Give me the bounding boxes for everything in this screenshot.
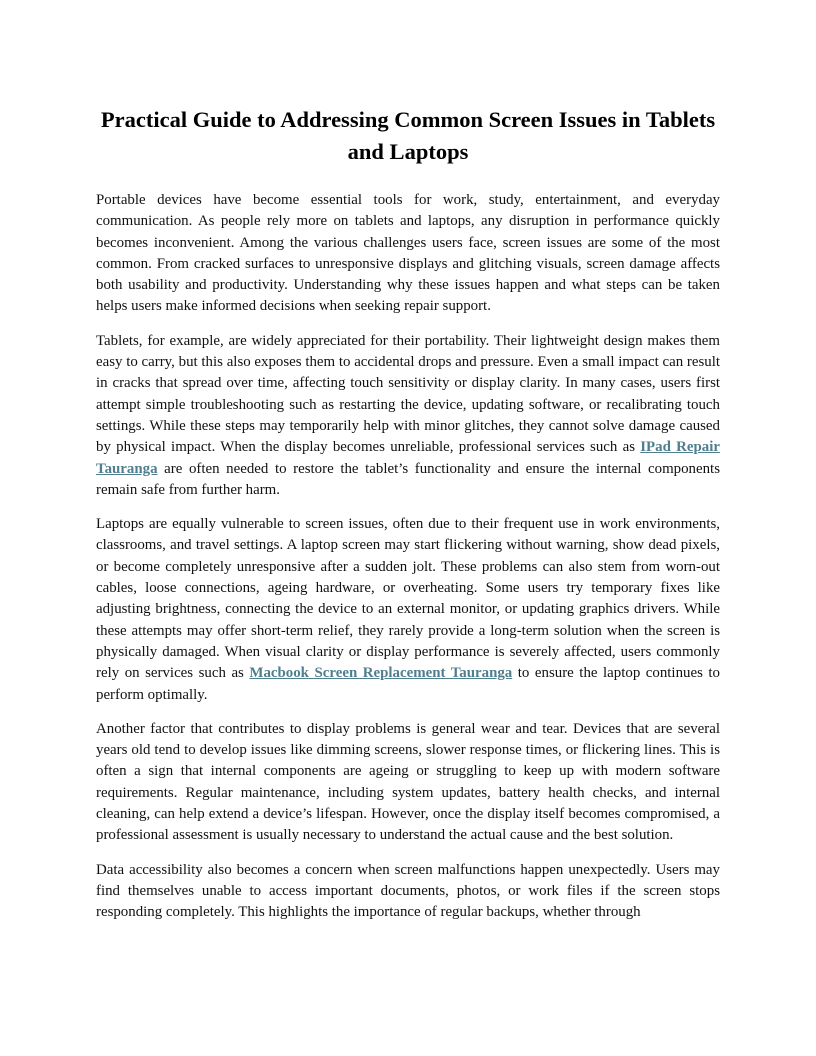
paragraph-data-accessibility: Data accessibility also becomes a concern when screen malfunctions happen unexpectedly. Users may find themselves unable to access important documents, photos, or work files if the screen stops responding completely. This highlights the importance of regular backups, whether through bbox=[96, 861, 720, 921]
paragraph-tablets-text-before: Tablets, for example, are widely appreciated for their portability. Their lightweight design makes them easy to carry, but this also exposes them to accidental drops and pressure. Even a small impact can result in cracks that spread over time, affecting touch sensitivity or display clarity. In many cases, users first attempt simple troubleshooting such as restarting the device, updating software, or recalibrating touch settings. While these steps may temporarily help with minor glitches, they cannot solve damage caused by physical impact. When the display becomes unreliable, professional services such as bbox=[96, 332, 720, 456]
paragraph-laptops bbox=[96, 514, 720, 706]
ipad-repair-link[interactable]: IPad Repair Tauranga bbox=[96, 439, 720, 477]
paragraph-intro: Portable devices have become essential tools for work, study, entertainment, and everyday communication. As people rely more on tablets and laptops, any disruption in performance quickly becomes inconvenient. Among the various challenges users face, screen issues are some of the most common. From cracked surfaces to unresponsive displays and glitching visuals, screen damage affects both usability and productivity. Understanding why these issues happen and what steps can be taken helps users make informed decisions when seeking repair support. bbox=[96, 192, 720, 315]
paragraph-tablets-text-after: are often needed to restore the tablet’s functionality and ensure the internal components remain safe from further harm. bbox=[96, 460, 720, 498]
paragraph-wear-and-tear: Another factor that contributes to display problems is general wear and tear. Devices that are several years old tend to develop issues like dimming screens, slower response times, or flickering lines. This is often a sign that internal components are ageing or struggling to keep up with modern software requirements. Regular maintenance, including system updates, battery health checks, and internal cleaning, can help extend a device’s lifespan. However, once the display itself becomes compromised, a professional assessment is usually necessary to understand the actual cause and the best solution. bbox=[96, 720, 720, 844]
macbook-screen-replacement-link[interactable]: Macbook Screen Replacement Tauranga bbox=[249, 665, 513, 682]
paragraph-laptops-text-after: to ensure the laptop continues to perform optimally. bbox=[96, 665, 720, 703]
paragraph-laptops-text-before: Laptops are equally vulnerable to screen issues, often due to their frequent use in work environments, classrooms, and travel settings. A laptop screen may start flickering without warning, show dead pixels, or become completely unresponsive after a sudden jolt. These problems can also stem from worn-out cables, loose connections, ageing hardware, or overheating. Some users try temporary fixes like adjusting brightness, connecting the device to an external monitor, or updating graphics drivers. While these attempts may offer short-term relief, they rarely provide a long-term solution when the screen is physically damaged. When visual clarity or display performance is severely affected, users commonly rely on services such as bbox=[96, 516, 720, 682]
document-title: Practical Guide to Addressing Common Screen Issues in Tablets and Laptops bbox=[100, 107, 716, 164]
paragraph-tablets bbox=[96, 331, 720, 501]
document-page bbox=[96, 104, 720, 937]
